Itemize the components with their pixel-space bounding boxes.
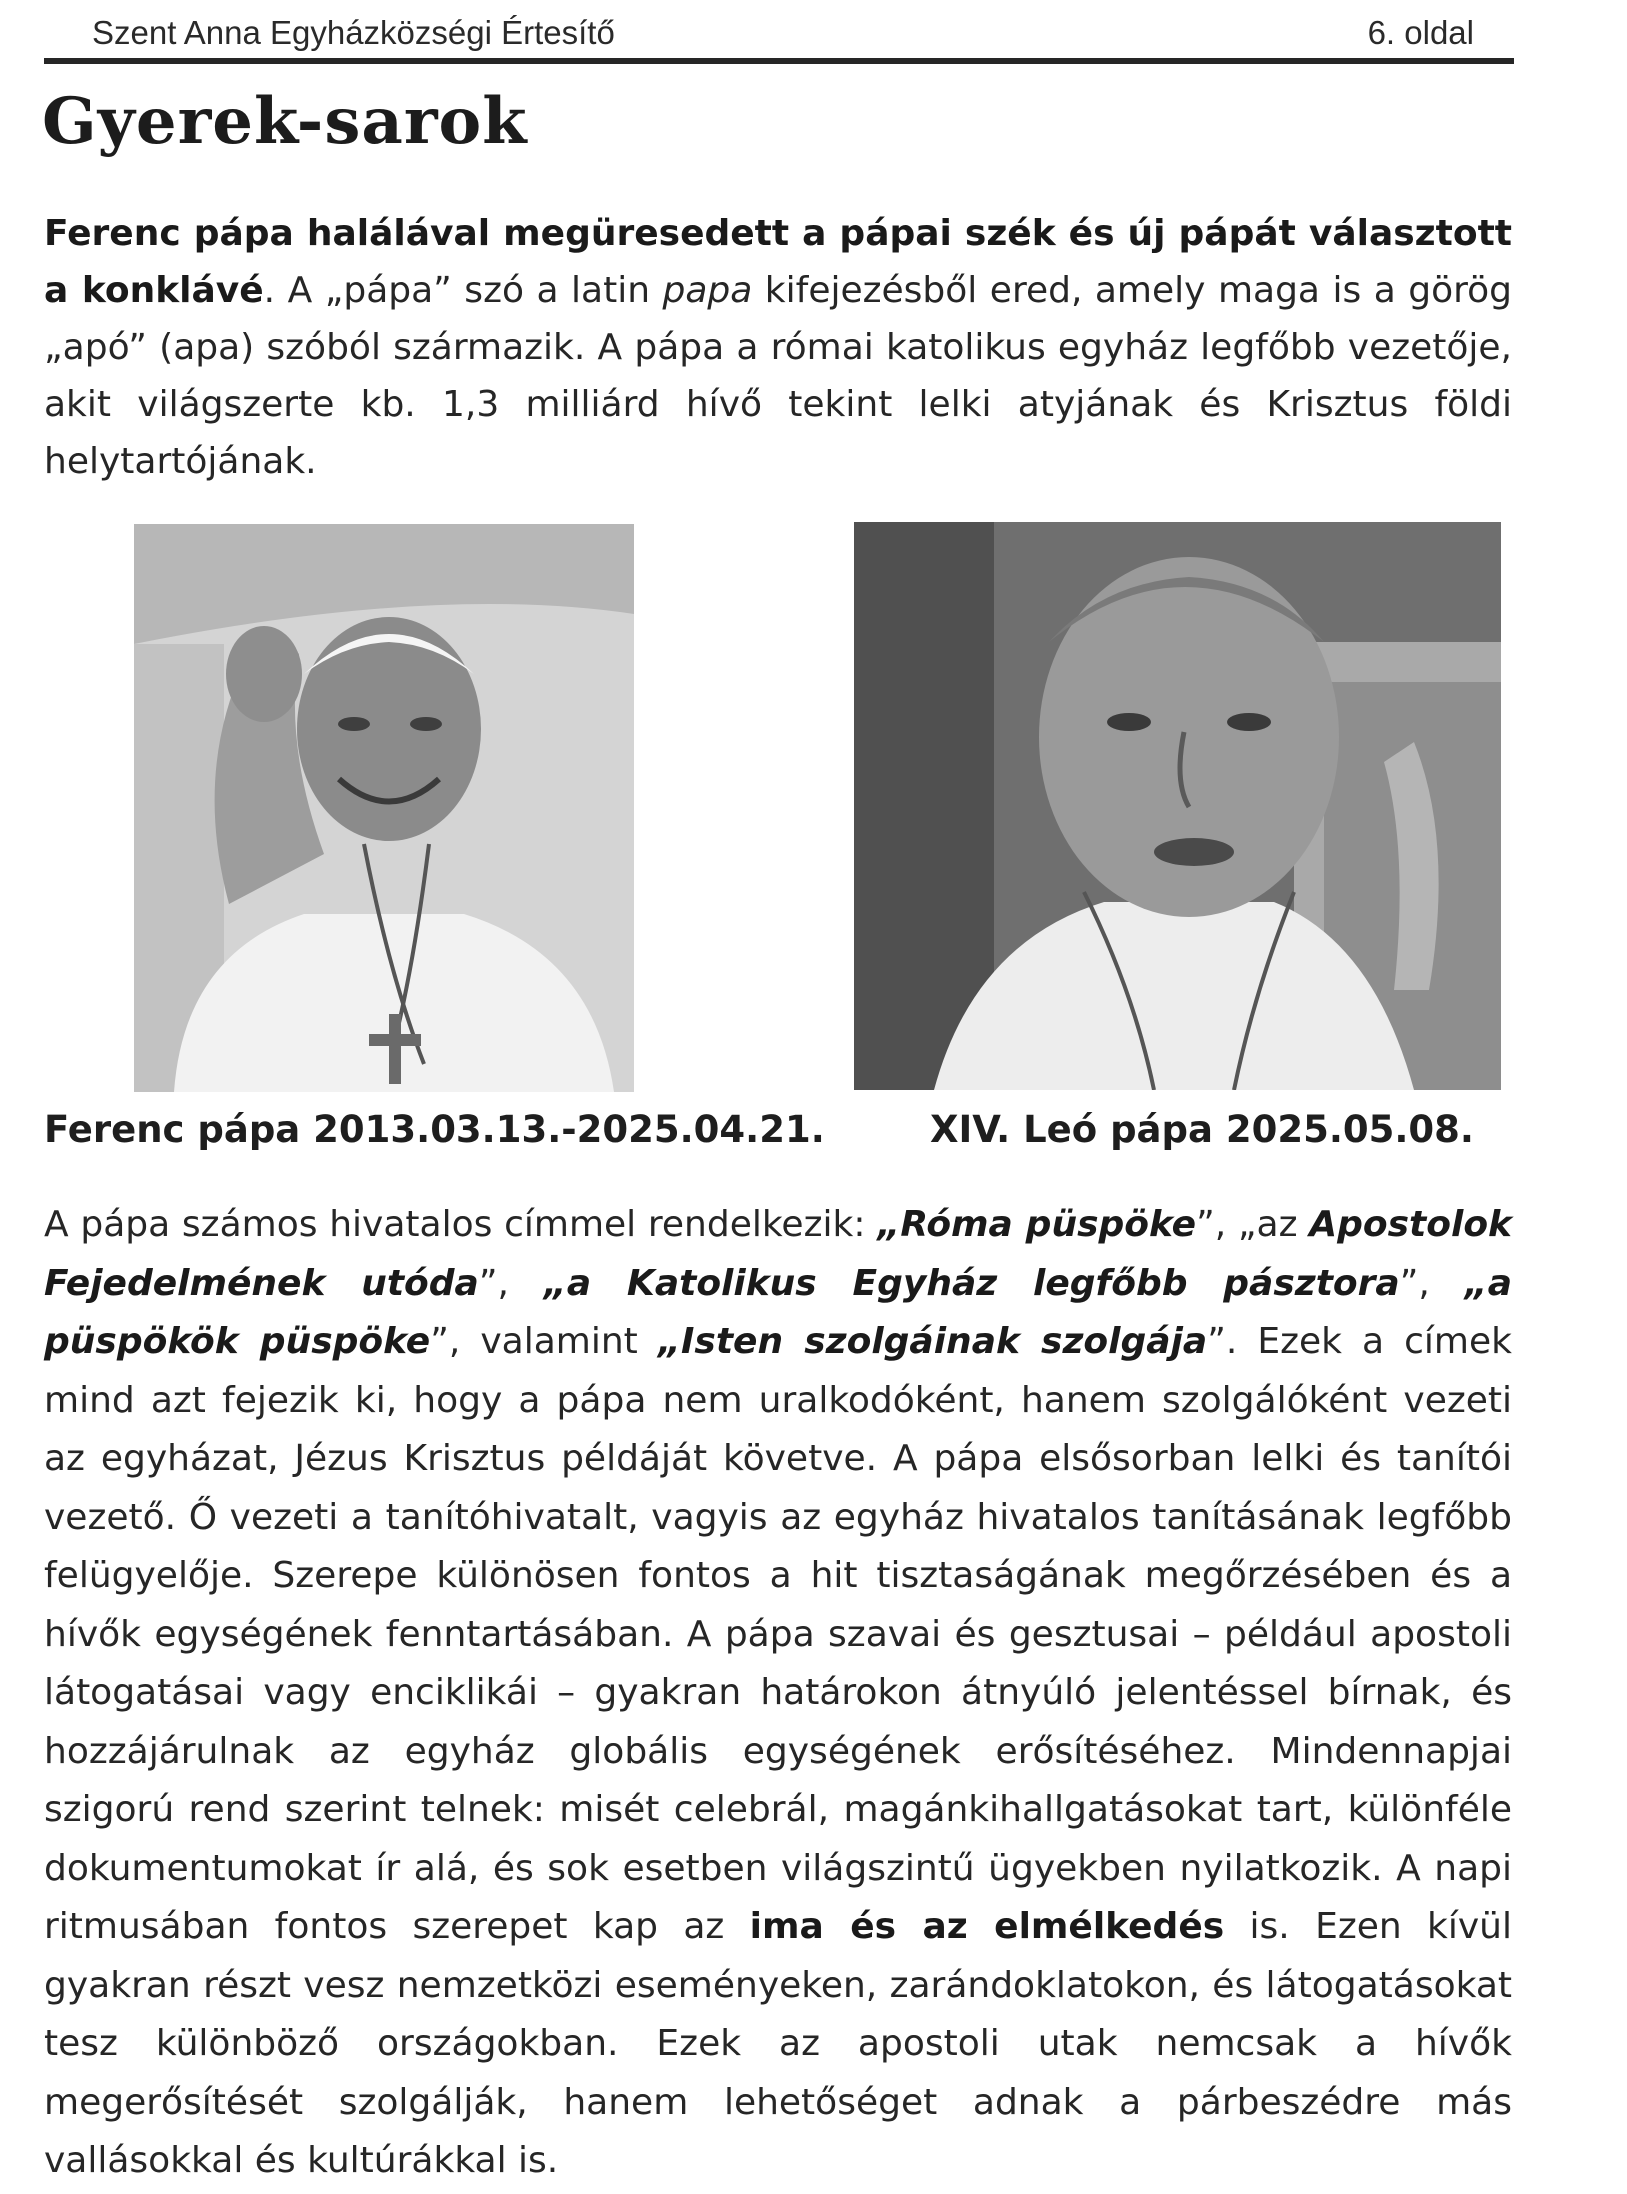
header-rule (44, 58, 1514, 64)
title-rome-bishop: „Róma püspöke (877, 1204, 1197, 1245)
prayer-meditation: ima és az elmélkedés (749, 1906, 1225, 1947)
title-servant-of-servants: „Isten szolgáinak szolgája (657, 1321, 1208, 1362)
title-apostles-successor: Apostolok Fejedelmének utóda (44, 1204, 1512, 1304)
title-bishop-of-bishops: „a püspökök püspöke (44, 1262, 1513, 1362)
pope-leo-photo (854, 522, 1501, 1090)
photo-caption-francis: Ferenc pápa 2013.03.13.-2025.04.21. (44, 1108, 825, 1151)
section-title: Gyerek-sarok (42, 84, 528, 159)
body-paragraph: A pápa számos hivatalos címmel rendelkezik: „Róma püspöke”, „az Apostolok Fejedelmének utóda”, „a Katolikus Egyház legfőbb pásztora”, „a püspökök püspöke”, valamint „Isten szolgáinak szolgája”. Ezek a címek mind azt fejezik ki, hogy a pápa nem uralkodóként, hanem szolgálóként vezeti az egyházat, Jézus Krisztus példáját követve. A pápa elsősorban lelki és tanítói vezető. Ő vezeti a tanítóhivatalt, vagyis az egyház hivatalos tanításának legfőbb felügyelője. Szerepe különösen fontos a hit tisztaságának megőrzésében és a hívők egységének fenntartásában. A pápa szavai és gesztusai – például apostoli látogatásai vagy enciklikái – gyakran határokon átnyúló jelentéssel bírnak, és hozzájárulnak az egyház globális egységének erősítéséhez. Mindennapjai szigorú rend szerint telnek: misét celebrál, magánkihallgatásokat tart, különféle dokumentumokat ír alá, és sok esetben világszintű ügyekben nyilatkozik. A napi ritmusában fontos szerepet kap az ima és az elmélkedés is. Ezen kívül gyakran részt vesz nemzetközi eseményeken, zarándoklatokon, és látogatásokat tesz különböző országokban. Ezek az apostoli utak nemcsak a hívők megerősítését szolgálják, hanem lehetőséget adnak a párbeszédre más vallásokkal és kultúrákkal is. (44, 1204, 1513, 2181)
pope-francis-photo (134, 524, 634, 1092)
latin-word: papa (662, 270, 753, 311)
page-header (44, 14, 1514, 60)
photo-caption-leo: XIV. Leó pápa 2025.05.08. (930, 1108, 1474, 1151)
title-supreme-shepherd: „a Katolikus Egyház legfőbb pásztora (543, 1262, 1400, 1304)
intro-paragraph: Ferenc pápa halálával megüresedett a pápai szék és új pápát választott a konklávé. A „pápa” szó a latin papa kifejezésből ered, amely maga is a görög „apó” (apa) szóból származik. A pápa a római katolikus egyház legfőbb vezetője, akit világszerte kb. 1,3 milliárd hívő tekint lelki atyjának és Krisztus földi helytartójának. (44, 213, 1513, 482)
intro-lead: Ferenc pápa halálával megüresedett a pápai szék és új pápát választott a konklávé (44, 213, 1512, 311)
publication-name: Szent Anna Egyházközségi Értesítő (92, 14, 615, 51)
page-number: 6. oldal (1367, 14, 1474, 51)
